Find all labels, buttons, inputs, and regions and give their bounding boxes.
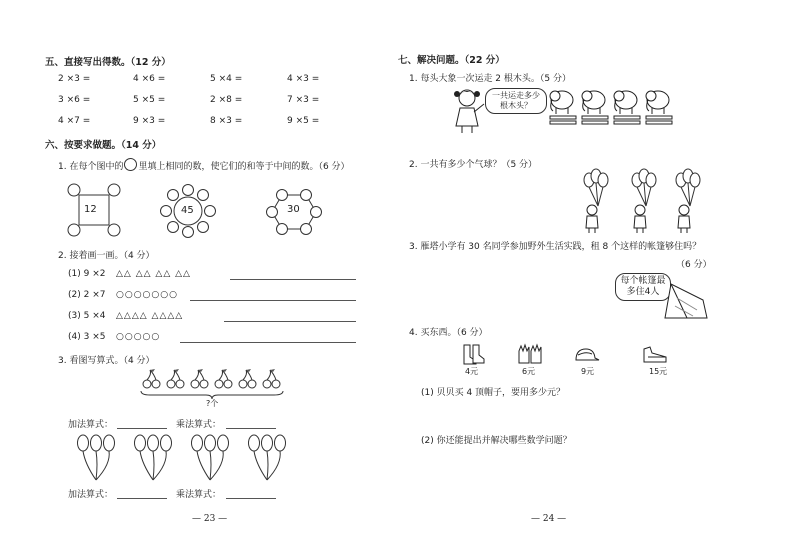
calc-item: 3 ×6 = xyxy=(58,95,91,105)
draw-row-label: (1) 9 ×2 xyxy=(68,269,106,279)
multiplication-answer-line[interactable] xyxy=(226,498,276,499)
page-number-left: — 23 — xyxy=(192,514,228,524)
multiplication-label: 乘法算式： xyxy=(176,420,222,430)
draw-row-label: (2) 2 ×7 xyxy=(68,290,106,300)
elephant-icon xyxy=(582,91,608,124)
addition-label: 加法算式： xyxy=(68,490,114,500)
cherries-illustration xyxy=(138,368,288,390)
calc-item: 9 ×3 = xyxy=(133,116,166,126)
multiplication-answer-line[interactable] xyxy=(226,428,276,429)
addition-answer-line[interactable] xyxy=(117,428,167,429)
ring-center-number: 45 xyxy=(181,205,194,216)
shoes-icon xyxy=(640,343,670,365)
q1-instruction xyxy=(58,158,350,172)
girl-illustration xyxy=(452,86,486,134)
kid-with-balloons xyxy=(676,169,700,233)
balloon-group xyxy=(78,435,115,480)
answer-line[interactable] xyxy=(224,321,356,322)
price-label: 15元 xyxy=(649,367,668,376)
r-q1-title: 1. 每头大象一次运走 2 根木头。（5 分） xyxy=(409,74,571,84)
price-label: 6元 xyxy=(522,367,536,376)
tent-speech-bubble: 每个帐篷最多住4人 xyxy=(615,273,671,301)
price-label: 9元 xyxy=(581,367,595,376)
balloon-group xyxy=(249,435,286,480)
cap-icon xyxy=(572,346,600,364)
cherry-pair xyxy=(215,369,232,388)
kid-with-balloons xyxy=(632,169,656,233)
square-center-number: 12 xyxy=(84,204,97,215)
section-7-title: 七、解决问题。（22 分） xyxy=(398,55,505,66)
question-count-label: ?个 xyxy=(206,399,219,408)
calc-item: 2 ×3 = xyxy=(58,74,91,84)
calc-item: 4 ×6 = xyxy=(133,74,166,84)
answer-line[interactable] xyxy=(180,342,356,343)
cherry-pair xyxy=(167,369,184,388)
calc-item: 5 ×5 = xyxy=(133,95,166,105)
balloon-group xyxy=(135,435,172,480)
answer-line[interactable] xyxy=(230,279,356,280)
draw-row-label: (4) 3 ×5 xyxy=(68,332,106,342)
speech-bubble: 一共运走多少根木头？ xyxy=(485,88,547,114)
draw-row-shapes: ○○○○○○○ xyxy=(116,290,178,300)
elephant-icon xyxy=(646,91,672,124)
draw-row-shapes: △△ △△ △△ △△ xyxy=(116,269,191,279)
q3-title: 3. 看图写算式。（4 分） xyxy=(58,356,155,366)
q1-text-post: 里填上相同的数，使它们的和等于中间的数。（6 分） xyxy=(138,162,350,172)
calc-item: 7 ×3 = xyxy=(287,95,320,105)
cherry-pair xyxy=(239,369,256,388)
calc-item: 2 ×8 = xyxy=(210,95,243,105)
r-q3-title: 3. 雁塔小学有 30 名同学参加野外生活实践，租 8 个这样的帐篷够住吗？ xyxy=(409,242,702,252)
calc-item: 4 ×7 = xyxy=(58,116,91,126)
cherry-pair xyxy=(143,369,160,388)
addition-answer-line[interactable] xyxy=(117,498,167,499)
calc-item: 8 ×3 = xyxy=(210,116,243,126)
balloons-illustration xyxy=(76,434,316,484)
page-number-right: — 24 — xyxy=(531,514,567,524)
kid-with-balloons xyxy=(584,169,608,233)
tent-icon xyxy=(663,280,713,322)
socks-icon xyxy=(460,343,486,365)
kids-with-balloons-illustration xyxy=(580,172,710,234)
price-label: 4元 xyxy=(465,367,479,376)
r-q2-title: 2. 一共有多少个气球？（5 分） xyxy=(409,160,538,170)
elephant-icon xyxy=(550,91,576,124)
elephant-icon xyxy=(614,91,640,124)
draw-row-label: (3) 5 ×4 xyxy=(68,311,106,321)
q1-text-pre: 1. 在每个图中的 xyxy=(58,162,124,172)
section-5-title: 五、直接写出得数。（12 分） xyxy=(45,57,171,68)
cherry-pair xyxy=(191,369,208,388)
draw-row-shapes: △△△△ △△△△ xyxy=(116,311,184,321)
multiplication-label: 乘法算式： xyxy=(176,490,222,500)
calc-item: 4 ×3 = xyxy=(287,74,320,84)
addition-label: 加法算式： xyxy=(68,420,114,430)
circle-icon xyxy=(124,158,137,171)
calc-item: 9 ×5 = xyxy=(287,116,320,126)
r-q4-sub2: (2) 你还能提出并解决哪些数学问题？ xyxy=(421,436,572,446)
draw-row-shapes: ○○○○○ xyxy=(116,332,161,342)
r-q3-score: （6 分） xyxy=(676,260,712,270)
answer-line[interactable] xyxy=(190,300,356,301)
cherry-pair xyxy=(263,369,280,388)
calc-item: 5 ×4 = xyxy=(210,74,243,84)
elephants-illustration xyxy=(548,86,678,130)
r-q4-title: 4. 买东西。（6 分） xyxy=(409,328,488,338)
r-q4-sub1: (1) 贝贝买 4 顶帽子，要用多少元？ xyxy=(421,388,566,398)
gloves-icon xyxy=(516,343,544,365)
hexagon-center-number: 30 xyxy=(287,204,300,215)
section-6-title: 六、按要求做题。（14 分） xyxy=(45,140,162,151)
q2-title: 2. 接着画一画。（4 分） xyxy=(58,251,155,261)
balloon-group xyxy=(192,435,229,480)
